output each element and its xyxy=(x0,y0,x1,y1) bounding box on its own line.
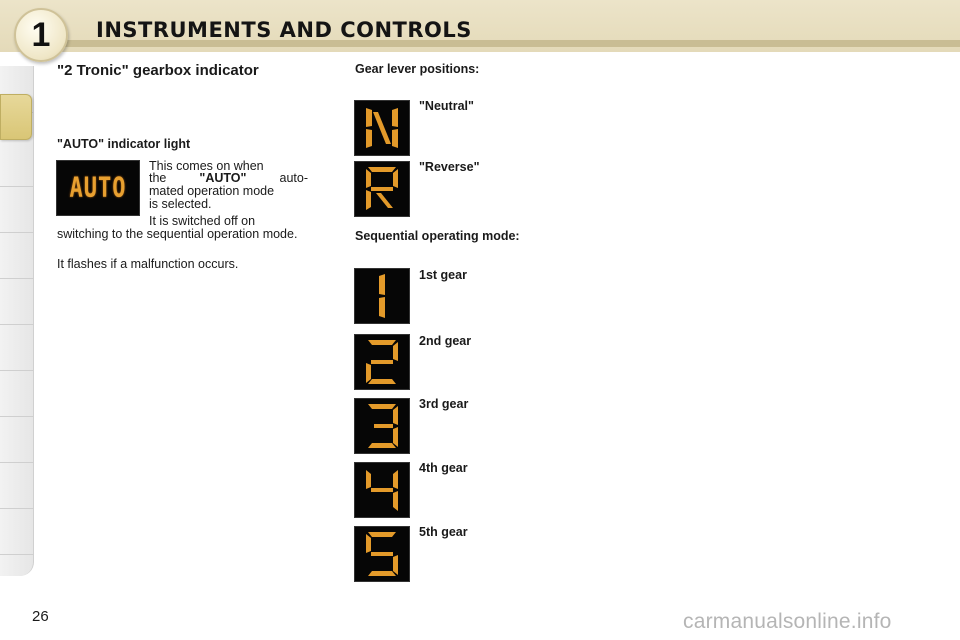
display-neutral-image xyxy=(354,100,410,156)
side-tab-divider xyxy=(0,554,34,555)
side-tab-chapter-1[interactable] xyxy=(0,94,32,140)
side-tab-divider xyxy=(0,232,34,233)
gear-lever-heading: Gear lever positions: xyxy=(355,62,480,76)
para2-line1: It is switched off on xyxy=(149,214,256,228)
side-tab-divider xyxy=(0,462,34,463)
side-tab-divider xyxy=(0,508,34,509)
label-reverse: "Reverse" xyxy=(419,160,480,174)
label-gear-2: 2nd gear xyxy=(419,334,472,348)
glyph-3-icon xyxy=(362,402,402,450)
display-gear-1-image xyxy=(354,268,410,324)
label-neutral: "Neutral" xyxy=(419,99,474,113)
glyph-2-icon xyxy=(362,338,402,386)
auto-light-heading: "AUTO" indicator light xyxy=(57,137,191,151)
display-gear-4-image xyxy=(354,462,410,518)
side-tab-divider xyxy=(0,186,34,187)
display-gear-5-image xyxy=(354,526,410,582)
chapter-title: INSTRUMENTS AND CONTROLS xyxy=(96,18,472,42)
display-gear-2-image xyxy=(354,334,410,390)
para1-word-auto: "AUTO" xyxy=(199,171,247,185)
display-reverse-image xyxy=(354,161,410,217)
para1-line4: is selected. xyxy=(149,197,212,211)
side-tab-divider xyxy=(0,278,34,279)
display-gear-3-image xyxy=(354,398,410,454)
para1-word-the: the xyxy=(149,171,167,185)
glyph-5-icon xyxy=(362,530,402,578)
sequential-heading: Sequential operating mode: xyxy=(355,229,520,243)
auto-indicator-text: AUTO xyxy=(69,172,127,204)
label-gear-5: 5th gear xyxy=(419,525,468,539)
page-number: 26 xyxy=(32,608,49,625)
side-tab-divider xyxy=(0,324,34,325)
side-tab-divider xyxy=(0,370,34,371)
chapter-badge xyxy=(14,8,68,62)
section-heading: "2 Tronic" gearbox indicator xyxy=(57,62,259,79)
watermark: carmanualsonline.info xyxy=(683,610,892,633)
para1-line3: mated operation mode xyxy=(149,184,275,198)
label-gear-3: 3rd gear xyxy=(419,397,469,411)
para3: It flashes if a malfunction occurs. xyxy=(57,257,239,271)
glyph-4-icon xyxy=(362,466,402,514)
chapter-number: 1 xyxy=(31,16,51,54)
label-gear-4: 4th gear xyxy=(419,461,468,475)
side-tab-rail xyxy=(0,66,34,576)
label-gear-1: 1st gear xyxy=(419,268,467,282)
glyph-n-icon xyxy=(362,104,402,152)
side-tab-divider xyxy=(0,416,34,417)
glyph-1-icon xyxy=(362,272,402,320)
para2-rest: switching to the sequential operation mode. xyxy=(57,227,298,241)
glyph-r-icon xyxy=(362,165,402,213)
para1-line1: This comes on when xyxy=(149,159,264,173)
auto-indicator-image xyxy=(56,160,140,216)
para1-word-auto-hyphen: auto- xyxy=(279,171,308,185)
